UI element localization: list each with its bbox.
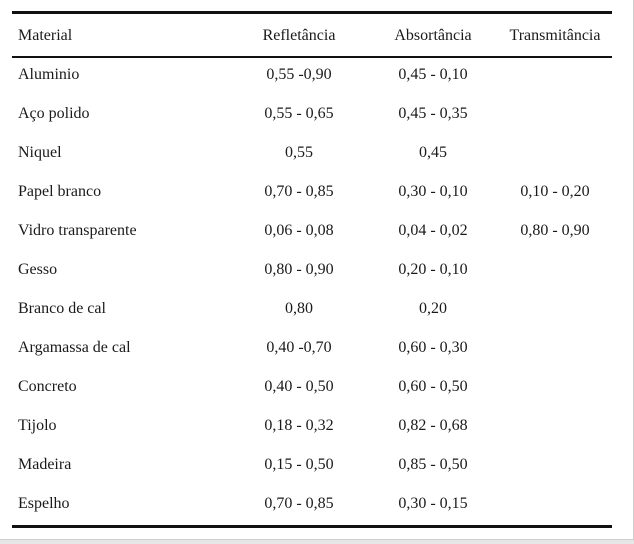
table-row bbox=[12, 370, 612, 409]
cell-material: Argamassa de cal bbox=[18, 339, 131, 356]
cell-absorptance: 0,45 bbox=[419, 144, 447, 161]
cell-material: Espelho bbox=[18, 495, 70, 512]
table-row bbox=[12, 214, 612, 253]
cell-absorptance: 0,04 - 0,02 bbox=[398, 222, 468, 239]
table-row bbox=[12, 136, 612, 175]
cell-absorptance: 0,60 - 0,30 bbox=[398, 339, 468, 356]
table-row bbox=[12, 175, 612, 214]
cell-absorptance: 0,20 - 0,10 bbox=[398, 261, 468, 278]
header-transmittance: Transmitância bbox=[509, 27, 601, 44]
table-row bbox=[12, 253, 612, 292]
cell-material: Branco de cal bbox=[18, 300, 106, 317]
table-body bbox=[12, 58, 612, 526]
table-row bbox=[12, 331, 612, 370]
cell-material: Tijolo bbox=[18, 417, 57, 434]
cell-absorptance: 0,45 - 0,35 bbox=[398, 105, 468, 122]
cell-reflectance: 0,55 - 0,65 bbox=[264, 105, 334, 122]
cell-material: Gesso bbox=[18, 261, 58, 278]
cell-reflectance: 0,40 -0,70 bbox=[266, 339, 332, 356]
bottom-border-strip bbox=[0, 540, 634, 544]
cell-absorptance: 0,30 - 0,10 bbox=[398, 183, 468, 200]
header-reflectance: Refletância bbox=[262, 27, 336, 44]
cell-reflectance: 0,70 - 0,85 bbox=[264, 495, 334, 512]
material-properties-table bbox=[12, 14, 612, 512]
cell-material: Aluminio bbox=[18, 66, 80, 83]
table-row bbox=[12, 487, 612, 526]
cell-absorptance: 0,30 - 0,15 bbox=[398, 495, 468, 512]
cell-absorptance: 0,60 - 0,50 bbox=[398, 378, 468, 395]
table-header-row bbox=[12, 14, 612, 56]
cell-reflectance: 0,15 - 0,50 bbox=[264, 456, 334, 473]
table-row bbox=[12, 58, 612, 97]
table-row bbox=[12, 292, 612, 331]
table-row bbox=[12, 97, 612, 136]
cell-reflectance: 0,80 - 0,90 bbox=[264, 261, 334, 278]
cell-transmittance: 0,10 - 0,20 bbox=[520, 183, 590, 200]
cell-reflectance: 0,18 - 0,32 bbox=[264, 417, 334, 434]
table-row bbox=[12, 448, 612, 487]
cell-material: Aço polido bbox=[18, 105, 90, 122]
header-material: Material bbox=[18, 27, 73, 44]
cell-absorptance: 0,45 - 0,10 bbox=[398, 66, 468, 83]
cell-material: Madeira bbox=[18, 456, 72, 473]
cell-absorptance: 0,85 - 0,50 bbox=[398, 456, 468, 473]
cell-material: Concreto bbox=[18, 378, 77, 395]
cell-reflectance: 0,55 -0,90 bbox=[266, 66, 332, 83]
header-absorptance: Absortância bbox=[394, 27, 472, 44]
cell-reflectance: 0,06 - 0,08 bbox=[264, 222, 334, 239]
cell-absorptance: 0,82 - 0,68 bbox=[398, 417, 468, 434]
cell-transmittance: 0,80 - 0,90 bbox=[520, 222, 590, 239]
cell-material: Papel branco bbox=[18, 183, 102, 200]
cell-reflectance: 0,55 bbox=[285, 144, 313, 161]
cell-reflectance: 0,80 bbox=[285, 300, 313, 317]
cell-reflectance: 0,40 - 0,50 bbox=[264, 378, 334, 395]
cell-material: Niquel bbox=[18, 144, 62, 161]
cell-reflectance: 0,70 - 0,85 bbox=[264, 183, 334, 200]
cell-absorptance: 0,20 bbox=[419, 300, 447, 317]
cell-material: Vidro transparente bbox=[18, 222, 137, 239]
table-row bbox=[12, 409, 612, 448]
